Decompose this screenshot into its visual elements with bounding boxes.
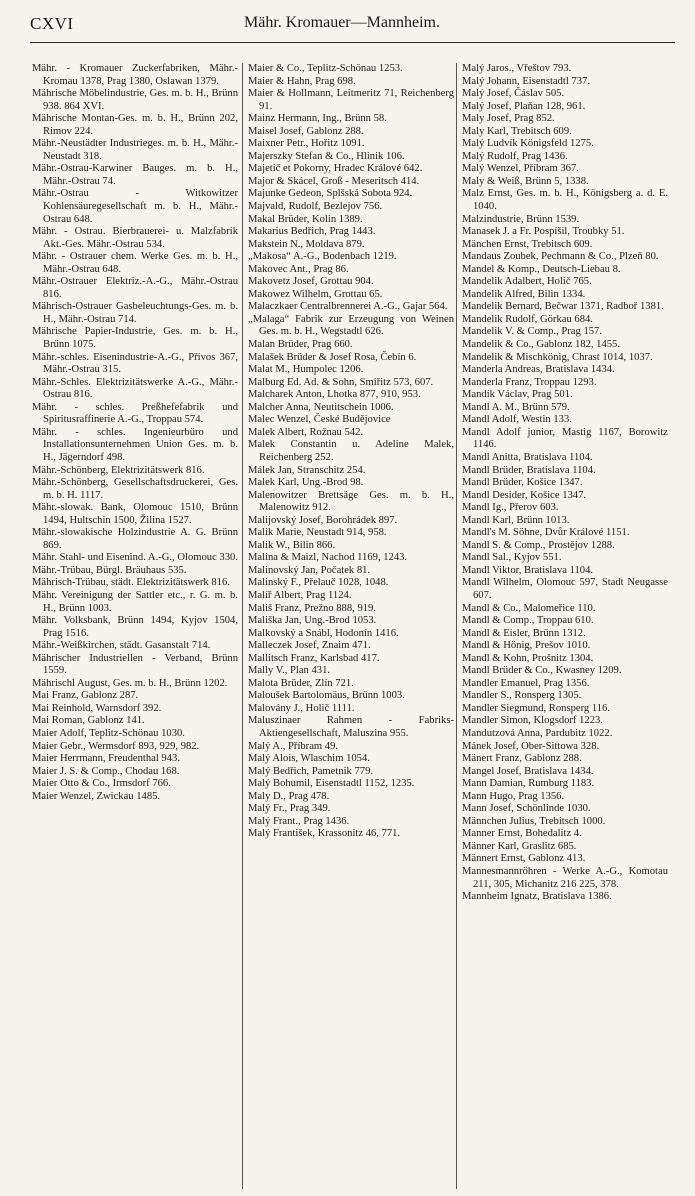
directory-entry: Mährischl August, Ges. m. b. H., Brünn 1202. — [32, 677, 228, 689]
directory-entry: Mandler Siegmund, Ronsperg 116. — [462, 702, 611, 714]
directory-entry: Manasek J. a Fr. Pospíšil, Troubky 51. — [462, 226, 625, 238]
directory-entry: Mandelik Rudolf, Görkau 684. — [462, 313, 593, 325]
column-1 — [32, 63, 238, 1189]
directory-entry: Mandl A. M., Brünn 579. — [462, 401, 570, 413]
directory-entry: Mandík Václav, Prag 501. — [462, 389, 573, 401]
directory-entry: Mährische Papier-Industrie, Ges. m. b. H., Brünn 1075. — [32, 326, 238, 351]
directory-entry: Malat M., Humpolec 1206. — [248, 364, 364, 376]
directory-entry: Mann Josef, Schönlinde 1030. — [462, 803, 591, 815]
directory-entry: Mannesmannröhren - Werke A.-G., Komotau 211, 305, Michanitz 216 225, 378. — [462, 866, 668, 890]
directory-entry: Malek Constantin u. Adeline Malek, Reichenberg 252. — [248, 439, 454, 463]
page-number: CXVI — [30, 14, 74, 33]
directory-entry: Mähr.-Ostrau-Karwiner Bauges. m. b. H., Mähr.-Ostrau 74. — [32, 163, 238, 187]
directory-entry: Mähr.-Weißkirchen, städt. Gasanstalt 714. — [32, 640, 211, 652]
directory-entry: Majetič et Pokorny, Hradec Králové 642. — [248, 163, 423, 175]
directory-entry: Mandel & Komp., Deutsch-Liebau 8. — [462, 263, 621, 275]
directory-entry: Malý Wenzel, Příbram 367. — [462, 163, 579, 175]
directory-entry: Makarius Bedřich, Prag 1443. — [248, 226, 376, 238]
directory-entry: Maly Josef, Prag 852. — [462, 113, 555, 125]
directory-entry: „Makosa“ A.-G., Bodenbach 1219. — [248, 251, 397, 263]
column-2 — [248, 63, 454, 1189]
directory-entry: Malik W., Bilin 866. — [248, 539, 336, 551]
directory-entry: Malek Karl, Ung.-Brod 98. — [248, 477, 364, 489]
directory-entry: Malina & Maizl, Nachod 1169, 1243. — [248, 552, 408, 564]
directory-entry: Majvald, Rudolf, Bezlejov 756. — [248, 201, 383, 213]
directory-entry: Mähr.-slowakische Holzindustrie A. G. Brünn 869. — [32, 527, 238, 551]
column-divider — [242, 63, 243, 1189]
directory-entry: Malcher Anna, Neutitschein 1006. — [248, 401, 394, 413]
directory-entry: Mähr. Volksbank, Brünn 1494, Kyjov 1504, Prag 1516. — [32, 615, 238, 639]
directory-entry: Mangel Josef, Bratislava 1434. — [462, 765, 594, 777]
directory-entry: Mandl Sal., Kyjov 551. — [462, 552, 562, 564]
directory-entry: Malinský F., Přelauč 1028, 1048. — [248, 577, 389, 589]
directory-entry: Mann Damian, Rumburg 1183. — [462, 778, 595, 790]
directory-entry: Malý Ludvík Königsfeld 1275. — [462, 138, 594, 150]
directory-entry: Malz Ernst, Ges. m. b. H., Königsberg a. d. E. 1040. — [462, 188, 668, 213]
directory-entry: Mähr.-Ostrauer Elektriz.-A.-G., Mähr.-Ostrau 816. — [32, 276, 238, 300]
directory-entry: Mandl & Eisler, Brünn 1312. — [462, 627, 586, 639]
directory-entry: Männer Karl, Graslitz 685. — [462, 840, 577, 852]
directory-entry: Maier Otto & Co., Irmsdorf 766. — [32, 778, 171, 790]
directory-entry: Majerszky Stefan & Co., Hlinik 106. — [248, 150, 405, 162]
directory-entry: Mandl Karl, Brünn 1013. — [462, 514, 570, 526]
directory-entry: Mandl Ig., Přerov 603. — [462, 502, 559, 514]
directory-entry: Mährische Möbelindustrie, Ges. m. b. H., Brünn 938. 864 XVI. — [32, 88, 238, 112]
directory-entry: Makstein N., Moldava 879. — [248, 238, 365, 250]
directory-entry: Maixner Petr., Hořitz 1091. — [248, 138, 365, 150]
directory-entry: Mai Reinhold, Warnsdorf 392. — [32, 702, 162, 714]
directory-entry: Mally V., Plan 431. — [248, 665, 331, 677]
directory-entry: Mähr. - Ostrau. Bierbrauerei- u. Malzfabrik Akt.-Ges. Mähr.-Ostrau 534. — [32, 226, 238, 250]
directory-entry: Malý Frant., Prag 1436. — [248, 815, 350, 827]
directory-entry: Malý Johann, Eisenstadtl 737. — [462, 75, 590, 87]
directory-entry: Männert Ernst, Gablonz 413. — [462, 853, 586, 865]
directory-entry: Malleczek Josef, Znaim 471. — [248, 640, 371, 652]
directory-columns — [32, 63, 678, 1189]
directory-entry: Mandl Adolf junior, Mastig 1167, Borowitz 1146. — [462, 426, 668, 451]
directory-entry: Maier Herrmann, Freudenthal 943. — [32, 753, 180, 765]
header-rule — [30, 42, 675, 43]
directory-entry: Makovetz Josef, Grottau 904. — [248, 276, 374, 288]
directory-entry: Mai Roman, Gablonz 141. — [32, 715, 145, 727]
directory-entry: Mánek Josef, Ober-Sittowa 328. — [462, 740, 600, 752]
directory-entry: Manner Ernst, Bohedalitz 4. — [462, 828, 582, 840]
directory-entry: „Malaga“ Fabrik zur Erzeugung von Weinen Ges. m. b. H., Wegstadtl 626. — [248, 313, 454, 338]
directory-entry: Mandl Desider, Košice 1347. — [462, 489, 587, 501]
directory-entry: Malek Albert, Rožnau 542. — [248, 426, 364, 438]
directory-entry: Maly Karl, Trebitsch 609. — [462, 125, 572, 137]
column-3 — [462, 63, 668, 1189]
directory-entry: Mandl Anitta, Bratislava 1104. — [462, 451, 593, 463]
directory-entry: Malý Jaros., Vřeštov 793. — [462, 63, 572, 74]
directory-entry: Malašek Brüder & Josef Rosa, Čebín 6. — [248, 351, 417, 363]
directory-entry: Maier Wenzel, Zwickau 1485. — [32, 790, 161, 802]
directory-entry: Mährisch-Ostrauer Gasbeleuchtungs-Ges. m. b. H., Mähr.-Ostrau 714. — [32, 301, 238, 325]
directory-entry: Malý A., Příbram 49. — [248, 740, 339, 752]
directory-entry: Mališ Franz, Prežno 888, 919. — [248, 602, 376, 614]
directory-entry: Mährischer Industriellen - Verband, Brünn 1559. — [32, 652, 238, 677]
directory-entry: Mähr. - schles. Ingenieurbüro und Installationsunternehmen Union Ges. m. b. H., Jägerndorf 498. — [32, 426, 238, 463]
directory-entry: Mallitsch Franz, Karlsbad 417. — [248, 652, 380, 664]
directory-entry: Mandelik & Mischkönig, Chrast 1014, 1037. — [462, 351, 653, 363]
directory-entry: Malý Rudolf, Prag 1436. — [462, 150, 568, 162]
directory-entry: Mänert Franz, Gablonz 288. — [462, 753, 582, 765]
directory-entry: Mandl S. & Comp., Prostějov 1288. — [462, 539, 615, 551]
directory-entry: Malinovský Jan, Počatek 81. — [248, 564, 371, 576]
directory-entry: Mähr. - Kromauer Zuckerfabriken, Mähr.-Kromau 1378, Prag 1380, Oslawan 1379. — [32, 63, 238, 87]
directory-entry: Mähr. Vereinigung der Sattler etc., r. G. m. b. H., Brünn 1003. — [32, 589, 238, 614]
directory-entry: Malburg Ed. Ad. & Sohn, Smiřitz 573, 607. — [248, 376, 434, 388]
directory-entry: Mähr.-Schönberg, Gesellschaftsdruckerei, Ges. m. b. H. 1117. — [32, 477, 238, 501]
column-divider — [456, 63, 457, 1189]
directory-entry: Malíř Albert, Prag 1124. — [248, 589, 352, 601]
directory-entry: Maier Gebr., Wermsdorf 893, 929, 982. — [32, 740, 200, 752]
directory-entry: Mähr.-Schönberg, Elektrizitätswerk 816. — [32, 464, 205, 476]
directory-entry: Malan Brüder, Prag 660. — [248, 339, 353, 351]
directory-entry: Mandelik Adalbert, Holič 765. — [462, 276, 592, 288]
directory-entry: Malota Brüder, Zlín 721. — [248, 677, 354, 689]
directory-entry: Manderla Andreas, Bratislava 1434. — [462, 364, 615, 376]
directory-entry: Maly & Weiß, Brünn 5, 1338. — [462, 175, 589, 187]
directory-entry: Maluszinaer Rahmen - Fabriks-Aktiengesellschaft, Maluszina 955. — [248, 715, 454, 739]
directory-entry: Major & Skácel, Groß - Meseritsch 414. — [248, 175, 420, 187]
directory-entry: Malý Josef, Čáslav 505. — [462, 88, 565, 100]
directory-entry: Mandl Viktor, Bratislava 1104. — [462, 564, 594, 576]
directory-entry: Maier & Hahn, Prag 698. — [248, 75, 356, 87]
directory-entry: Mandl Brüder & Co., Kwasney 1209. — [462, 665, 622, 677]
directory-entry: Mandl Wilhelm, Olomouc 597, Stadt Neugasse 607. — [462, 577, 668, 601]
directory-entry: Malý Fr., Prag 349. — [248, 803, 331, 815]
directory-entry: Maier Adolf, Teplitz-Schönau 1030. — [32, 727, 185, 739]
directory-entry: Malijovský Josef, Borohrádek 897. — [248, 514, 398, 526]
page-title: Mähr. Kromauer—Mannheim. — [244, 14, 440, 31]
directory-entry: Mähr.-slowak. Bank, Olomouc 1510, Brünn 1494, Hultschin 1500, Žilina 1527. — [32, 502, 238, 526]
directory-entry: Makovec Ant., Prag 86. — [248, 263, 349, 275]
directory-entry: Majunke Gedeon, Splšská Sobota 924. — [248, 188, 413, 200]
directory-entry: Mandelik Bernard, Bečwar 1371, Radboř 1381. — [462, 301, 664, 313]
directory-entry: Mališka Jan, Ung.-Brod 1053. — [248, 615, 377, 627]
directory-entry: Mähr. - Ostrauer chem. Werke Ges. m. b. H., Mähr.-Ostrau 648. — [32, 251, 238, 275]
directory-entry: Maier J. S. & Comp., Chodau 168. — [32, 765, 180, 777]
directory-entry: Mähr.-Trübau, Bürgl. Bräuhaus 535. — [32, 564, 187, 576]
directory-entry: Malý Bohumil, Eisenstadtl 1152, 1235. — [248, 778, 415, 790]
directory-entry: Malý Alois, Wlaschim 1054. — [248, 753, 370, 765]
directory-entry: Maier & Hollmann, Leitmeritz 71, Reichenberg 91. — [248, 88, 454, 112]
directory-entry: Málek Jan, Stranschitz 254. — [248, 464, 366, 476]
directory-entry: Mänchen Ernst, Trebitsch 609. — [462, 238, 593, 250]
directory-entry: Manderla Franz, Troppau 1293. — [462, 376, 597, 388]
directory-entry: Maisel Josef, Gablonz 288. — [248, 125, 364, 137]
directory-entry: Malovány J., Holič 1111. — [248, 702, 355, 714]
directory-entry: Mährisch-Trübau, städt. Elektrizitätswerk 816. — [32, 577, 230, 589]
directory-entry: Mandl & Comp., Troppau 610. — [462, 615, 594, 627]
directory-entry: Maier & Co., Teplitz-Schönau 1253. — [248, 63, 403, 74]
directory-entry: Malkovský a Snábl, Hodonín 1416. — [248, 627, 399, 639]
directory-entry: Mähr.-Schles. Elektrizitätswerke A.-G., Mähr.-Ostrau 816. — [32, 376, 238, 401]
directory-entry: Mandaus Zoubek, Pechmann & Co., Plzeň 80. — [462, 251, 659, 263]
directory-entry: Mährische Montan-Ges. m. b. H., Brünn 202, Rimov 224. — [32, 113, 238, 137]
directory-entry: Makowez Wilhelm, Grottau 65. — [248, 288, 383, 300]
directory-entry: Mandler Emanuel, Prag 1356. — [462, 677, 590, 689]
directory-entry: Malaczkaer Centralbrennerei A.-G., Gajar 564. — [248, 301, 448, 313]
directory-entry: Malec Wenzel, České Budějovice — [248, 414, 391, 426]
directory-entry: Makal Brüder, Kolin 1389. — [248, 213, 363, 225]
directory-entry: Mandl's M. Söhne, Dvůr Králové 1151. — [462, 527, 630, 539]
directory-entry: Mandl Brüder, Bratislava 1104. — [462, 464, 596, 476]
directory-entry: Mähr.-Ostrau - Witkowitzer Kohlensäuregesellschaft m. b. H., Mähr.-Ostrau 648. — [32, 188, 238, 225]
directory-entry: Mandl Brüder, Košice 1347. — [462, 477, 583, 489]
directory-entry: Mandelik & Co., Gablonz 182, 1455. — [462, 339, 621, 351]
directory-entry: Mandl Adolf, Westin 133. — [462, 414, 572, 426]
directory-entry: Mandelik Alfred, Bilin 1334. — [462, 288, 586, 300]
directory-entry: Malzindustrie, Brünn 1539. — [462, 213, 580, 225]
directory-entry: Mannheim Ignatz, Bratislava 1386. — [462, 891, 612, 903]
directory-entry: Mähr. - schles. Preßhefefabrik und Spiritusraffinerie A.-G., Troppau 574. — [32, 401, 238, 426]
directory-entry: Malý Bedřich, Pametnik 779. — [248, 765, 374, 777]
directory-entry: Mandl & Co., Malomeřice 110. — [462, 602, 596, 614]
directory-entry: Mandelik V. & Comp., Prag 157. — [462, 326, 602, 338]
directory-entry: Malenowitzer Brettsäge Ges. m. b. H., Malenowitz 912. — [248, 489, 454, 514]
directory-entry: Mandl & Hönig, Prešov 1010. — [462, 640, 591, 652]
directory-entry: Maly D., Prag 478. — [248, 790, 330, 802]
directory-entry: Malý Josef, Plaňan 128, 961. — [462, 100, 586, 112]
directory-entry: Mähr. Stahl- und Eisenind. A.-G., Olomouc 330. — [32, 552, 238, 564]
directory-entry: Malik Marie, Neustadt 914, 958. — [248, 527, 387, 539]
page-header — [30, 14, 675, 38]
directory-entry: Maloušek Bartolomäus, Brünn 1003. — [248, 690, 405, 702]
directory-entry: Mai Franz, Gablonz 287. — [32, 690, 139, 702]
directory-entry: Malcharek Anton, Lhotka 877, 910, 953. — [248, 389, 421, 401]
directory-entry: Mandl & Kohn, Prošnitz 1304. — [462, 652, 594, 664]
directory-entry: Mandler S., Ronsperg 1305. — [462, 690, 582, 702]
directory-entry: Mandutzová Anna, Pardubitz 1022. — [462, 727, 613, 739]
directory-entry: Mandler Simon, Klogsdorf 1223. — [462, 715, 603, 727]
directory-entry: Malý František, Krassonitz 46, 771. — [248, 828, 401, 840]
directory-entry: Männchen Julius, Trebitsch 1000. — [462, 815, 606, 827]
directory-entry: Mähr.-schles. Eisenindustrie-A.-G., Přívos 367, Mähr.-Ostrau 315. — [32, 351, 238, 376]
directory-entry: Mähr.-Neustädter Industrieges. m. b. H., Mähr.-Neustadt 318. — [32, 138, 238, 162]
directory-entry: Mann Hugo, Prag 1356. — [462, 790, 565, 802]
directory-entry: Mainz Hermann, Ing., Brünn 58. — [248, 113, 387, 125]
